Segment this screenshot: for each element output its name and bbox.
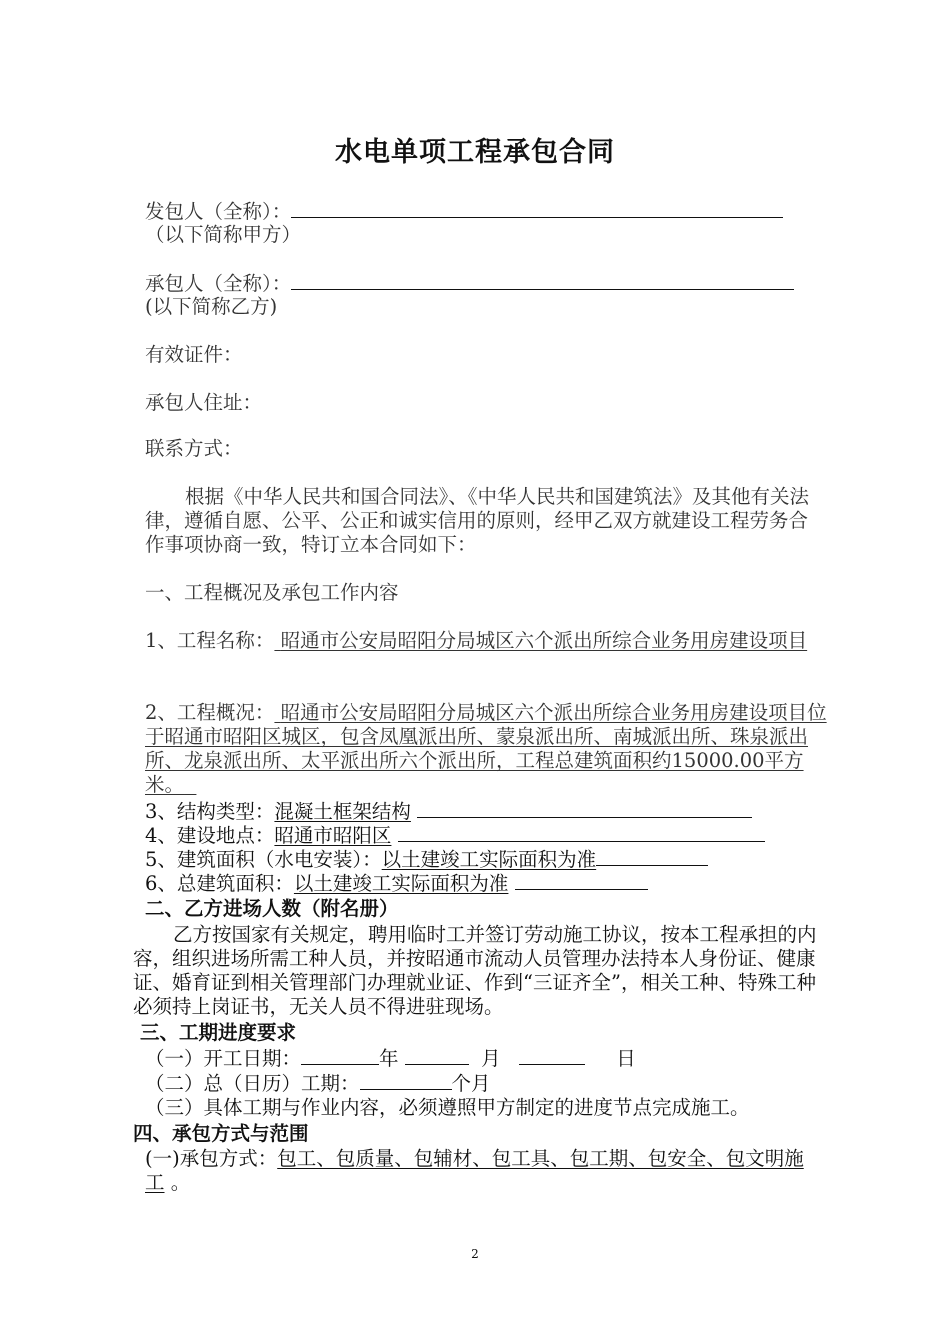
project-name-value: 昭通市公安局昭阳分局城区六个派出所综合业务用房建设项目 [280,629,808,652]
party-b-label: 承包人（全称）： [145,272,292,295]
start-day-blank [519,1046,585,1065]
structure-type-item: 3、结构类型：混凝土框架结构 [145,799,752,824]
project-overview-label: 2、工程概况： [145,701,275,724]
start-date-item: （一）开工日期： 年 月 日 [145,1047,636,1070]
party-a-label: 发包人（全称）： [145,200,292,223]
structure-type-value: 混凝土框架结构 [274,800,411,823]
project-overview-item [145,701,827,797]
page-number: 2 [471,1247,479,1261]
section2-body: 乙方按国家有关规定，聘用临时工并签订劳动施工协议，按本工程承担的内容，组织进场所需工种人员，并按昭通市流动人员管理办法持本人身份证、健康证、婚育证到相关管理部门办理就业证、作到“三证齐全”，相关工种、特殊工种必须持上岗证书，无关人员不得进驻现场。 [133,923,817,1018]
schedule-item: （三）具体工期与作业内容，必须遵照甲方制定的进度节点完成施工。 [145,1096,750,1119]
total-area-blank [515,871,648,890]
site-location-item: 4、建设地点：昭通市昭阳区 [145,823,765,848]
address-label: 承包人住址： [145,391,263,414]
building-area-item: 5、建筑面积（水电安装）：以土建竣工实际面积为准 [145,847,708,872]
contact-label: 联系方式： [145,437,243,460]
section1-heading: 一、工程概况及承包工作内容 [145,581,399,604]
project-name-label: 1、工程名称： [145,629,275,652]
section4-heading: 四、承包方式与范围 [133,1122,309,1145]
total-area-value: 以土建竣工实际面积为准 [293,872,509,895]
document-title: 水电单项工程承包合同 [335,137,615,168]
project-overview-value: 昭通市公安局昭阳分局城区六个派出所综合业务用房建设项目位于昭通市昭阳区城区，包含凤凰派出所、蒙泉派出所、南城派出所、珠泉派出所、龙泉派出所、太平派出所六个派出所，工程总建筑面积约15000.00平方米。 [145,701,827,796]
start-year-blank [301,1046,379,1065]
total-area-item: 6、总建筑面积：以土建竣工实际面积为准 [145,871,648,896]
party-b-blank [291,271,794,290]
party-a-blank [291,199,783,218]
section3-heading: 三、工期进度要求 [140,1021,297,1044]
start-month-blank [405,1046,469,1065]
party-b-line [145,271,794,296]
site-location-value: 昭通市昭阳区 [274,824,392,847]
building-area-value: 以土建竣工实际面积为准 [381,848,597,871]
party-a-line [145,199,783,224]
contract-mode-value: 包工、包质量、包辅材、包工具、包工期、包安全、包文明施工 [145,1147,804,1194]
intro-paragraph: 根据《中华人民共和国合同法》、《中华人民共和国建筑法》及其他有关法律，遵循自愿、公平、公正和诚实信用的原则，经甲乙双方就建设工程劳务合作事项协商一致，特订立本合同如下： [145,485,810,556]
contract-mode-item: (一)承包方式：包工、包质量、包辅材、包工具、包工期、包安全、包文明施工 。 [145,1147,804,1194]
id-document-label: 有效证件： [145,343,243,366]
duration-item: （二）总（日历）工期： 个月 [145,1072,491,1095]
party-b-note: (以下简称乙方) [145,295,278,318]
site-location-blank [398,823,765,842]
duration-blank [360,1071,452,1090]
project-name-item [145,629,827,653]
party-a-note: （以下简称甲方） [145,223,302,246]
structure-type-blank [417,799,752,818]
section2-heading: 二、乙方进场人数（附名册） [145,897,399,920]
building-area-blank [596,847,708,866]
